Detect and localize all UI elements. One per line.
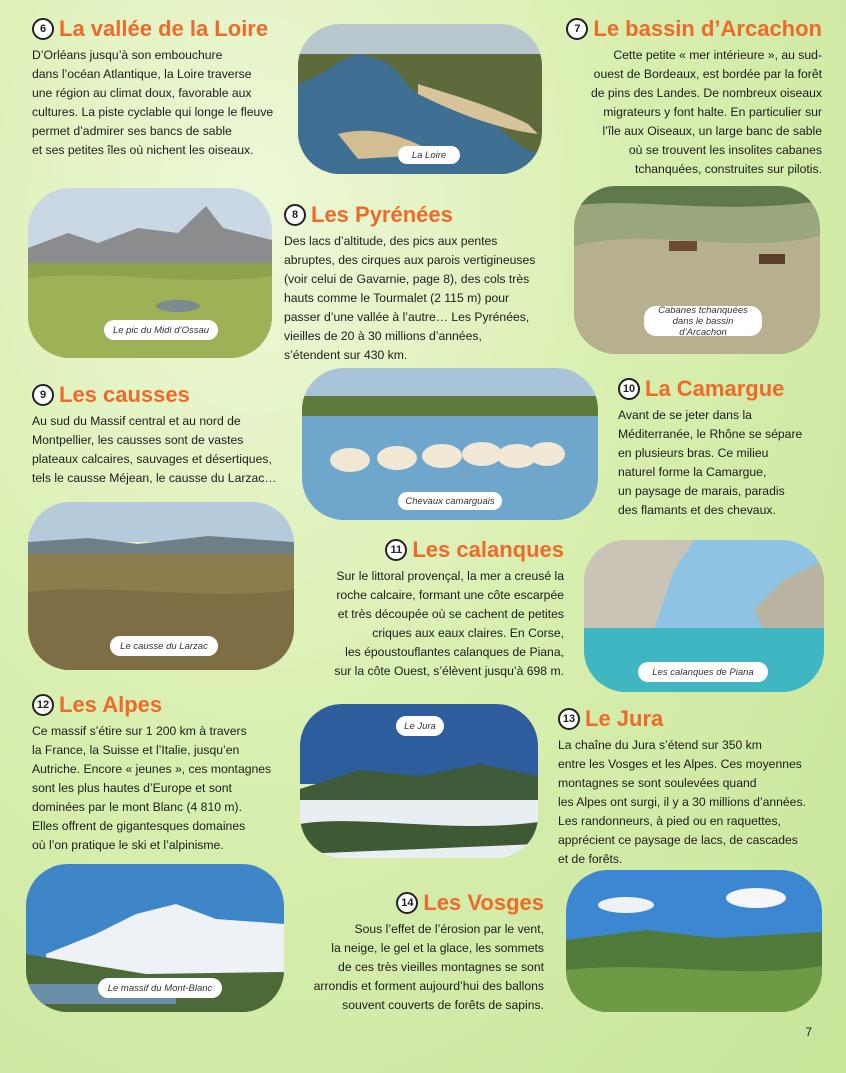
section-pyrenees: [284, 202, 574, 365]
section-arcachon: [556, 16, 822, 179]
section-causses: [32, 382, 302, 488]
section-text: Avant de se jeter dans la Méditerranée, le Rhône se sépare en plusieurs bras. Ce milieu naturel forme la Camargue, un paysage de marais, paradis des flamants et des chevaux.: [618, 408, 803, 517]
section-title: La Camargue: [645, 376, 785, 401]
section-title: Les Alpes: [59, 692, 163, 717]
section-text: La chaîne du Jura s’étend sur 350 km entre les Vosges et les Alpes. Ces moyennes montagnes se sont soulevées quand les Alpes ont surgi, il y a 30 millions d’années. Les randonneurs, à pied ou en raquettes, apprécient ce paysage de lacs, de cascades et de forêts.: [558, 738, 806, 866]
section-text: Sous l’effet de l’érosion par le vent, la neige, le gel et la glace, les sommets de ces très vieilles montagnes se sont arrondis et forment aujourd’hui des ballons souvent couverts de forêts de sapins.: [313, 922, 544, 1012]
photo-jura: [300, 704, 538, 858]
photo-caption: Les calanques de Piana: [638, 662, 768, 682]
section-title: Les calanques: [412, 537, 564, 562]
photo-caption: Le pic du Midi d’Ossau: [104, 320, 218, 340]
section-text: Des lacs d’altitude, des pics aux pentes abruptes, des cirques aux parois vertigineuses (voir celui de Gavarnie, page 8), des cols très hauts comme le Tourmalet (2 115 m) pour passer d’une vallée à l’autre… Les Pyrénées, vieilles de 20 à 30 millions d’années, s’étendent sur 430 km.: [284, 234, 536, 362]
section-text: Cette petite « mer intérieure », au sud- ouest de Bordeaux, est bordée par la forêt de pins des Landes. De nombreux oiseaux migrateurs y font halte. En particulier sur l’île aux Oiseaux, un large banc de sable où se trouvent les insolites cabanes tchanquées, construites sur pilotis.: [590, 48, 822, 176]
photo-caption: Cabanes tchanquées dans le bassin d’Arcachon: [644, 306, 762, 336]
section-jura: [558, 706, 828, 869]
section-loire: [32, 16, 302, 160]
photo-arcachon: [574, 186, 820, 354]
photo-caption: Chevaux camarguais: [398, 492, 502, 510]
section-text: D’Orléans jusqu’à son embouchure dans l’océan Atlantique, la Loire traverse une région au climat doux, favorable aux cultures. La piste cyclable qui longe le fleuve permet d’admirer ses bancs de sable et ses petites îles où nichent les oiseaux.: [32, 48, 274, 157]
photo-caption: Le Jura: [396, 716, 444, 736]
section-alpes: [32, 692, 302, 855]
section-text: Sur le littoral provençal, la mer a creusé la roche calcaire, formant une côte escarpée et très découpée où se cachent de petites criques aux eaux claires. En Corse, les époustouflantes calanques de Piana, sur la côte Ouest, s’élèvent jusqu’à 698 m.: [334, 569, 564, 678]
section-number: 9: [32, 384, 54, 406]
photo-larzac: [28, 502, 294, 670]
section-number: 10: [618, 378, 640, 400]
section-text: Au sud du Massif central et au nord de Montpellier, les causses sont de vastes plateaux calcaires, sauvages et désertiques, tels le causse Méjean, le causse du Larzac…: [32, 414, 277, 485]
section-title: La vallée de la Loire: [59, 16, 269, 41]
section-number: 6: [32, 18, 54, 40]
photo-loire: [298, 24, 542, 174]
section-title: Le Jura: [585, 706, 664, 731]
section-number: 13: [558, 708, 580, 730]
photo-piana: [584, 540, 824, 692]
page-number: 7: [805, 1025, 812, 1039]
section-text: Ce massif s’étire sur 1 200 km à travers la France, la Suisse et l’Italie, jusqu’en Autriche. Encore « jeunes », ces montagnes sont les plus hautes d’Europe et sont dominées par le mont Blanc (4 810 m). Elles offrent de gigantesques domaines où l’on pratique le ski et l’alpinisme.: [32, 724, 272, 852]
section-number: 7: [566, 18, 588, 40]
photo-caption: Le causse du Larzac: [110, 636, 218, 656]
photo-caption: Le massif du Mont-Blanc: [98, 978, 222, 998]
section-number: 12: [32, 694, 54, 716]
section-title: Le bassin d’Arcachon: [593, 16, 822, 41]
section-number: 11: [385, 539, 407, 561]
section-number: 14: [396, 892, 418, 914]
photo-camargue: [302, 368, 598, 520]
section-title: Les causses: [59, 382, 190, 407]
photo-montblanc: [26, 864, 284, 1012]
section-vosges: [296, 890, 544, 1015]
section-title: Les Pyrénées: [311, 202, 453, 227]
section-camargue: [618, 376, 828, 520]
photo-vosges: [566, 870, 822, 1012]
section-calanques: [300, 537, 564, 681]
photo-ossau: [28, 188, 272, 358]
photo-caption: La Loire: [398, 146, 460, 164]
section-title: Les Vosges: [423, 890, 544, 915]
section-number: 8: [284, 204, 306, 226]
